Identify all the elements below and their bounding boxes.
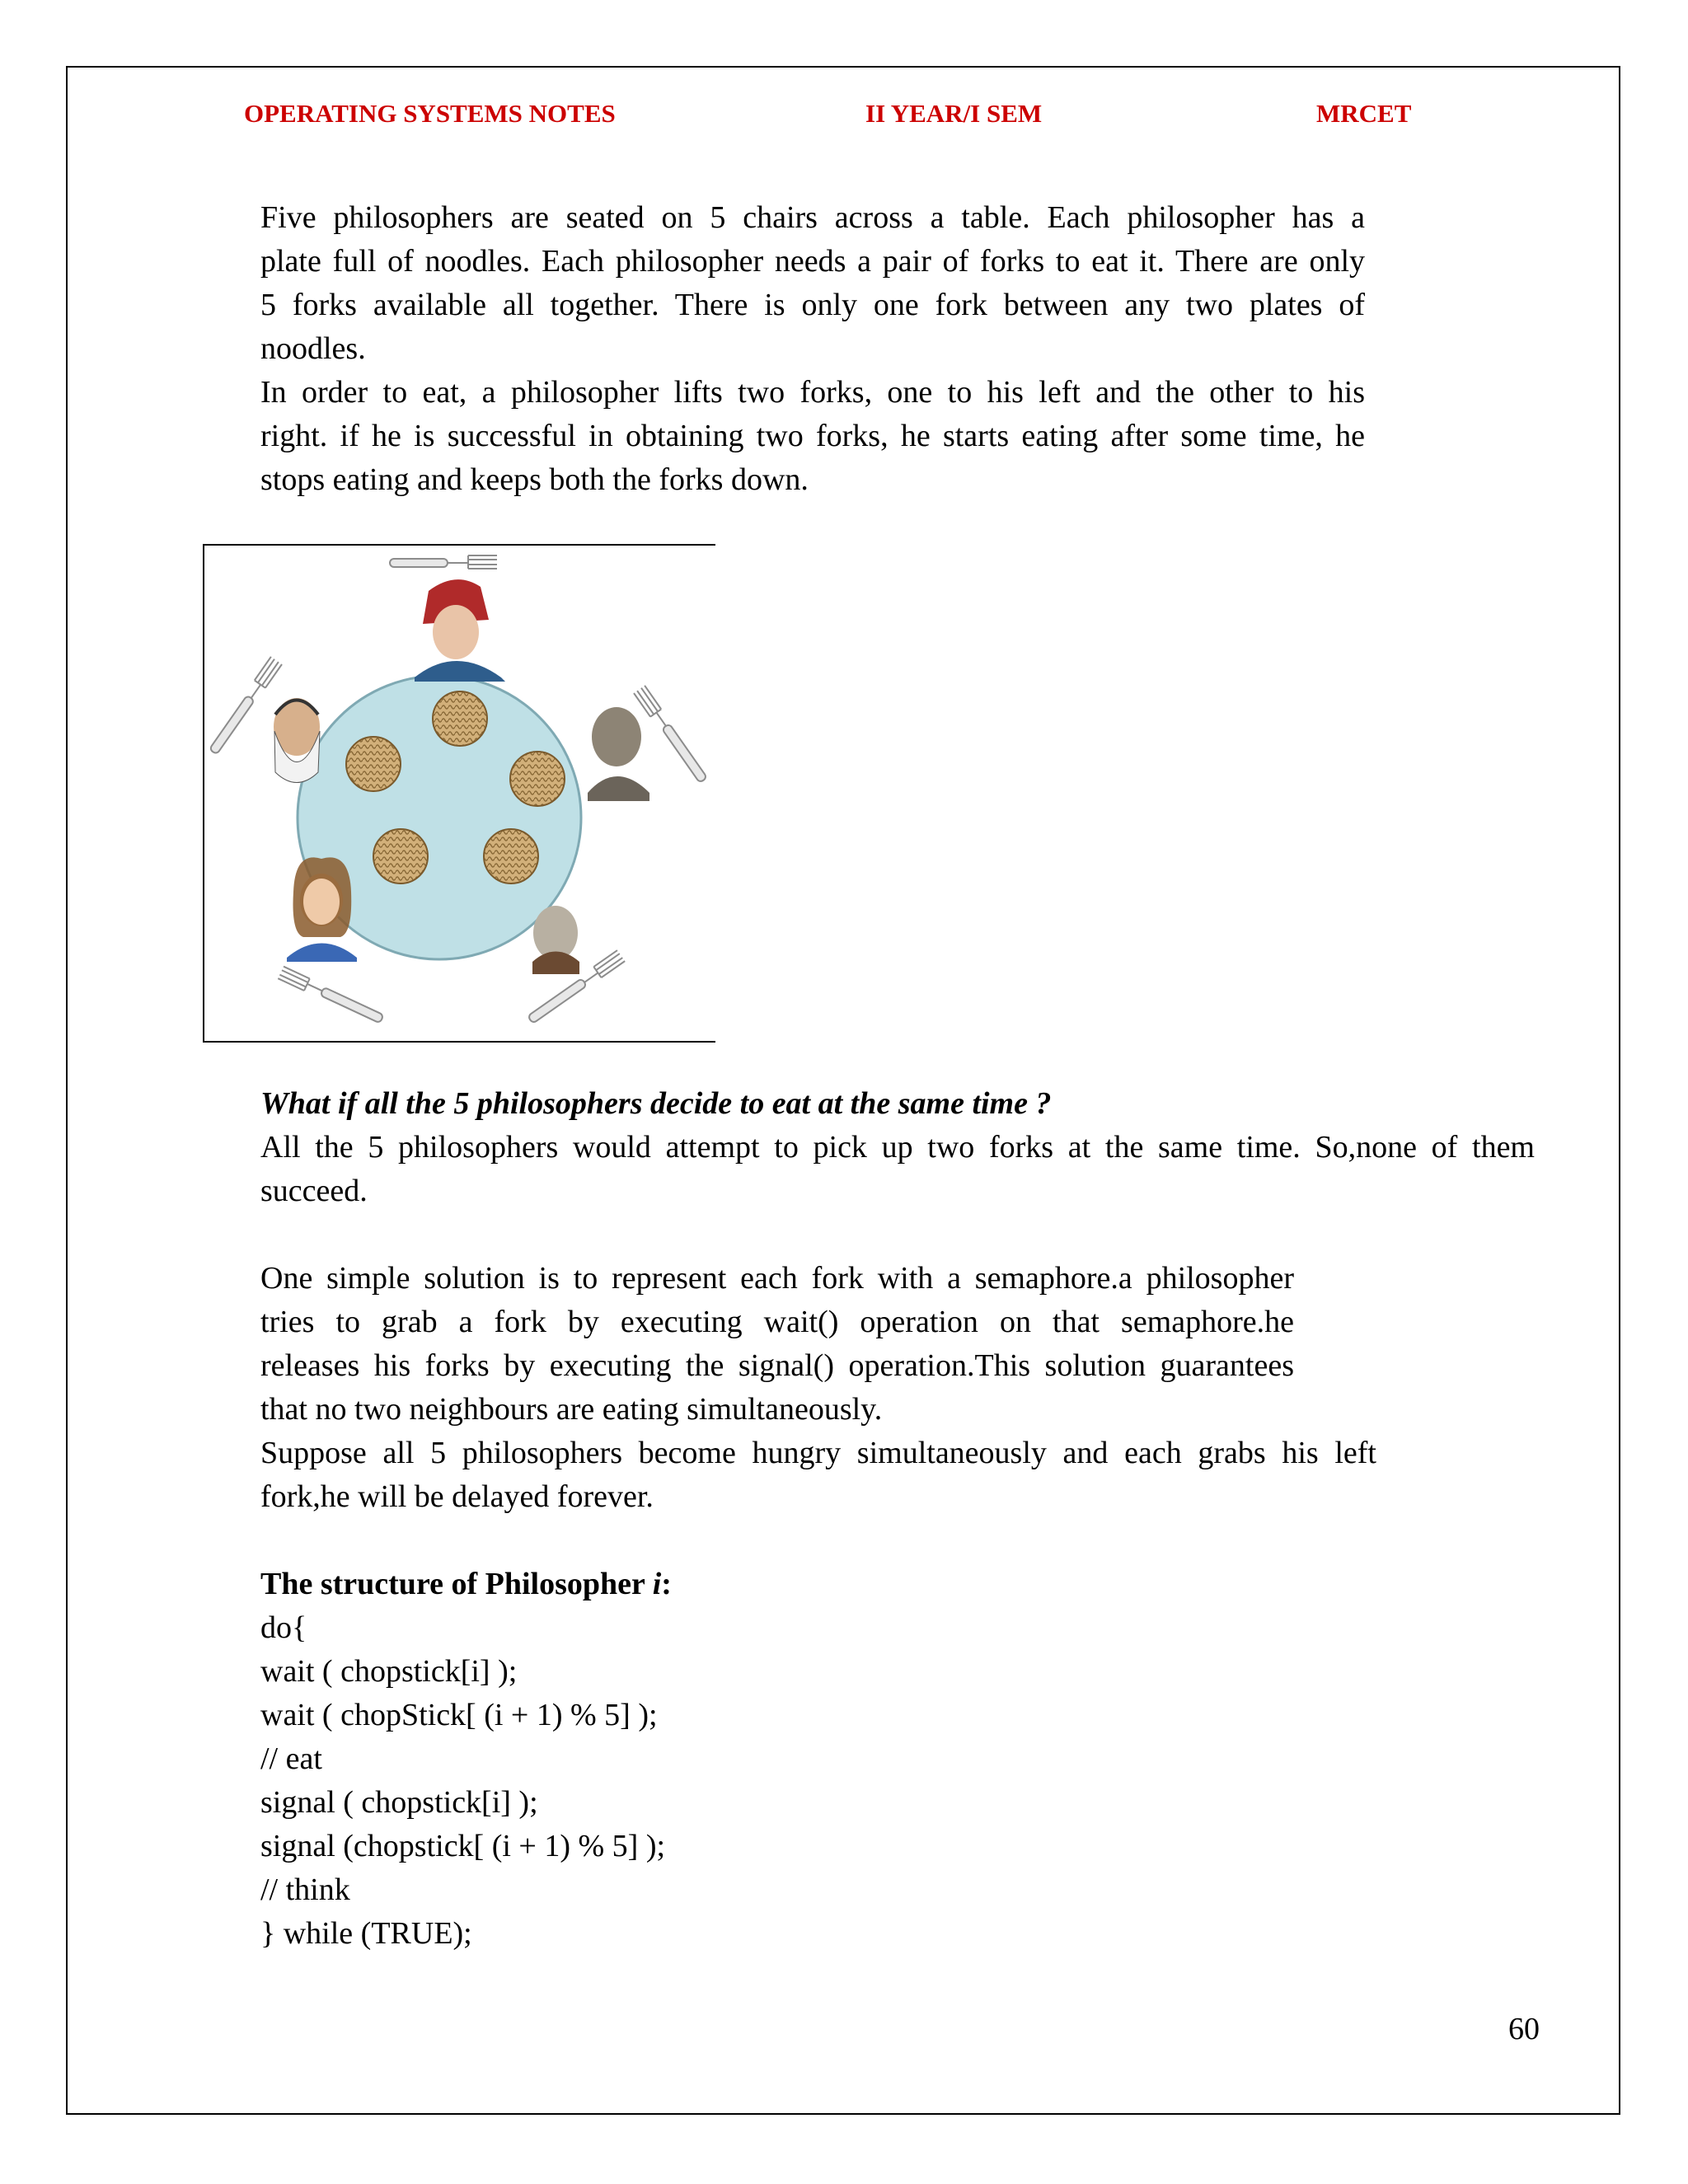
header-year: II YEAR/I SEM [865,99,1043,128]
structure-heading-colon: : [661,1567,672,1601]
solution-line: Suppose all 5 philosophers become hungry simultaneously and each grabs his left [260,1436,1376,1470]
intro-line: noodles. [260,331,366,366]
answer-line: succeed. [260,1174,368,1208]
dining-philosophers-figure [203,544,715,1043]
intro-line: plate full of noodles. Each philosopher needs a pair of forks to eat it. There are only [260,244,1365,279]
intro-line: 5 forks available all together. There is only one fork between any two plates of [260,288,1365,322]
code-line: signal ( chopstick[i] ); [260,1785,538,1820]
intro-line: right. if he is successful in obtaining two forks, he starts eating after some time, he [260,419,1365,453]
answer-line: All the 5 philosophers would attempt to pick up two forks at the same time. So,none of them [260,1130,1535,1165]
question-heading: What if all the 5 philosophers decide to eat at the same time ? [260,1086,1052,1121]
code-line: // eat [260,1741,322,1776]
header-title: OPERATING SYSTEMS NOTES [244,99,616,128]
dining-philosophers-illustration [204,546,715,1041]
code-line: wait ( chopStick[ (i + 1) % 5] ); [260,1698,658,1732]
solution-line: tries to grab a fork by executing wait() operation on that semaphore.he [260,1305,1294,1339]
solution-line: One simple solution is to represent each fork with a semaphore.a philosopher [260,1261,1294,1296]
code-line: wait ( chopstick[i] ); [260,1654,518,1689]
code-line: // think [260,1872,350,1907]
intro-line: stops eating and keeps both the forks down. [260,462,809,497]
structure-heading [260,1563,672,1606]
structure-heading-var: i [652,1567,662,1601]
code-line: signal (chopstick[ (i + 1) % 5] ); [260,1829,666,1863]
solution-line: releases his forks by executing the signal() operation.This solution guarantees [260,1348,1294,1383]
code-line: } while (TRUE); [260,1916,472,1951]
page-number: 60 [1508,2012,1540,2046]
code-line: do{ [260,1610,307,1645]
solution-line: that no two neighbours are eating simultaneously. [260,1392,883,1427]
structure-heading-text: The structure of Philosopher [260,1567,653,1601]
header-college: MRCET [1316,99,1412,128]
intro-line: In order to eat, a philosopher lifts two forks, one to his left and the other to his [260,375,1365,410]
solution-line: fork,he will be delayed forever. [260,1479,654,1514]
intro-line: Five philosophers are seated on 5 chairs across a table. Each philosopher has a [260,200,1365,235]
